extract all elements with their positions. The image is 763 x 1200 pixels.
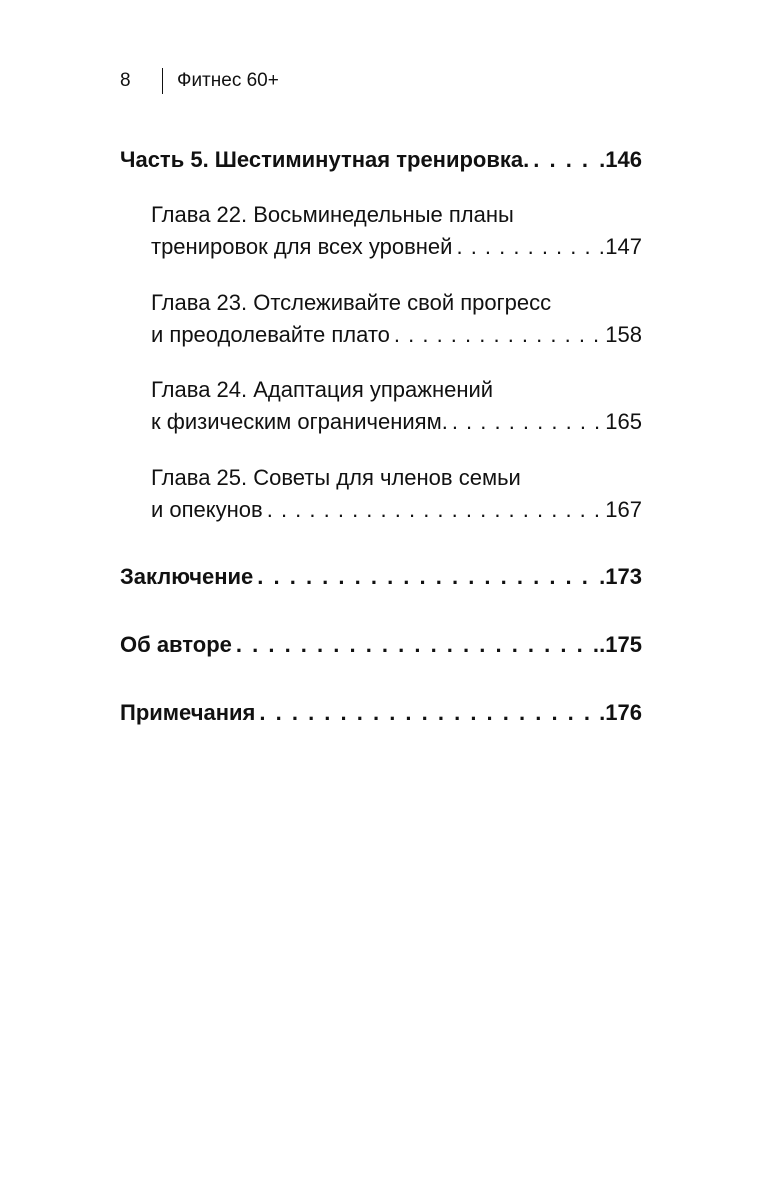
entry-title-continuation: тренировок для всех уровней [151,234,453,259]
entry-title-continuation: и преодолевайте плато [151,322,390,347]
toc-entry-notes[interactable] [120,698,642,728]
entry-title: Глава 24. Адаптация упражнений [151,377,494,402]
entry-title: Об авторе [120,632,232,657]
header-divider [162,68,163,94]
dot-leader [452,231,605,263]
toc-entry-chapter-25[interactable] [120,462,642,526]
dot-leader [263,494,606,526]
page-reference: 167 [605,497,642,522]
dot-leader [448,406,605,438]
entry-title-continuation: к физическим ограничениям. [151,409,448,434]
entry-line [120,630,642,660]
dot-leader [253,562,599,592]
toc-entry-about-author[interactable] [120,630,642,660]
page-reference: 147 [605,234,642,259]
entry-line-first [151,462,642,494]
dot-leader [390,319,605,351]
page-number: 8 [120,70,131,91]
toc-entry-chapter-24[interactable] [120,374,642,438]
dot-leader [529,145,599,175]
toc-entry-chapter-22[interactable] [120,199,642,263]
entry-line-second [151,231,642,263]
running-header [120,68,279,94]
page-reference: .175 [599,632,642,657]
page-reference: .173 [599,564,642,589]
entry-line-first [151,287,642,319]
entry-line-second [151,406,642,438]
page-reference: 165 [605,409,642,434]
table-of-contents [120,145,642,728]
entry-title: Глава 23. Отслеживайте свой прогресс [151,290,552,315]
entry-line-second [151,494,642,526]
entry-title-continuation: и опекунов [151,497,263,522]
entry-title: Глава 25. Советы для членов семьи [151,465,521,490]
entry-line-second [151,319,642,351]
entry-line-first [151,199,642,231]
entry-title: Глава 22. Восьминедельные планы [151,202,514,227]
page-reference: .146 [599,147,642,172]
entry-line [120,698,642,728]
page-reference: .176 [599,700,642,725]
entry-line-first [151,374,642,406]
toc-entry-part-5[interactable] [120,145,642,175]
book-title: Фитнес 60+ [177,70,279,91]
entry-title: Часть 5. Шестиминутная тренировка. [120,147,530,172]
dot-leader [232,630,599,660]
toc-entry-chapter-23[interactable] [120,287,642,351]
toc-entry-conclusion[interactable] [120,562,642,592]
page-reference: 158 [605,322,642,347]
dot-leader [255,698,599,728]
entry-title: Заключение [120,564,254,589]
entry-line [120,562,642,592]
entry-line [120,145,642,175]
entry-title: Примечания [120,700,256,725]
